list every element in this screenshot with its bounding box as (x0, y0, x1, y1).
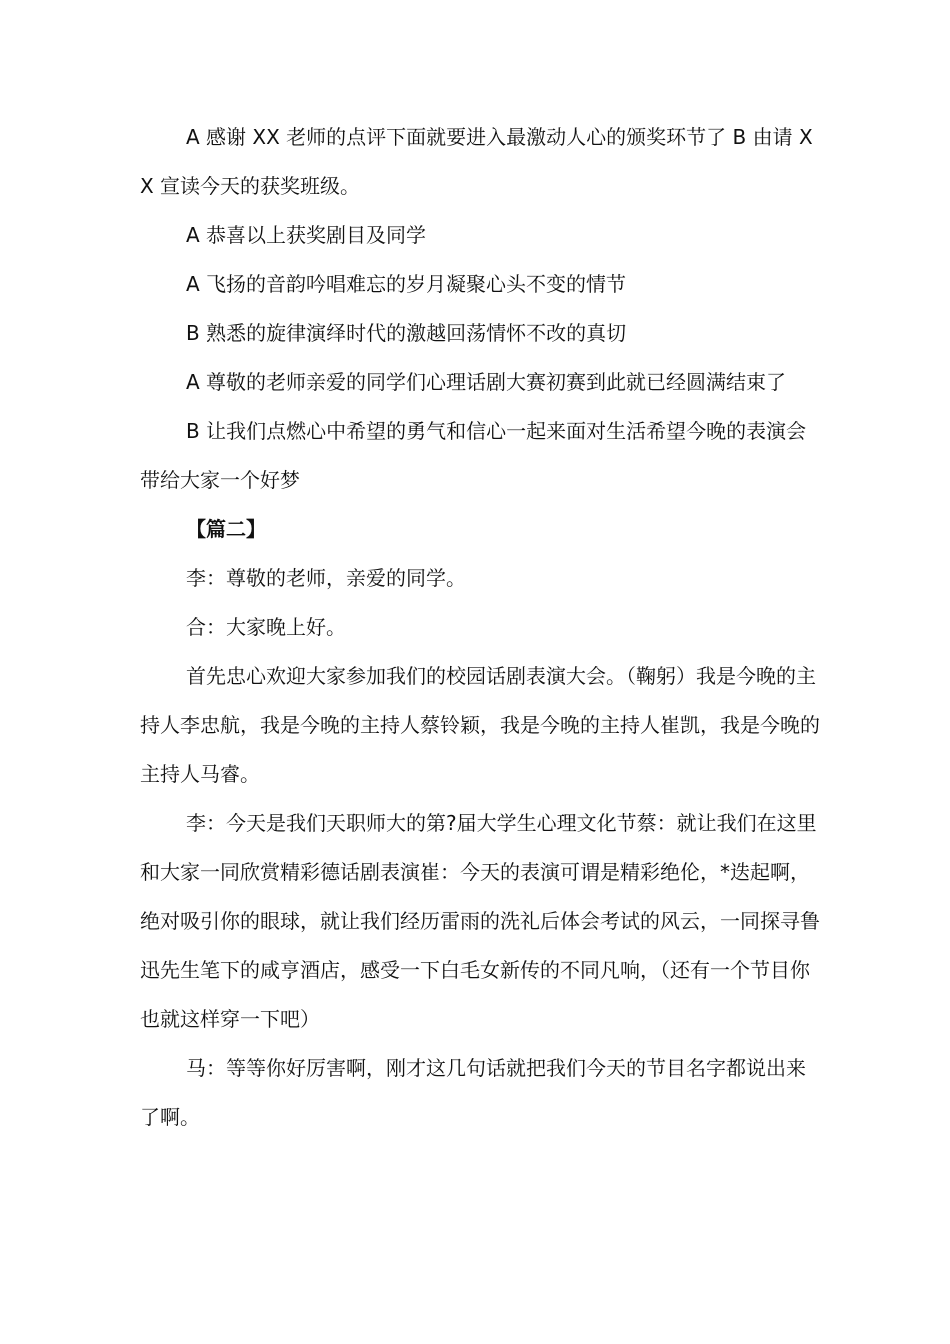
paragraph-closing-a: A 尊敬的老师亲爱的同学们心理话剧大赛初赛到此就已经圆满结束了 (186, 370, 787, 394)
paragraph-greeting-li: 李：尊敬的老师，亲爱的同学。 (186, 566, 466, 590)
paragraph-closing-b: B 让我们点燃心中希望的勇气和信心一起来面对生活希望今晚的表演会带给大家一个好梦 (140, 419, 807, 492)
paragraph-award-intro: A 感谢 XX 老师的点评下面就要进入最激动人心的颁奖环节了 B 由请 XX 宣读今天的获奖班级。 (140, 125, 813, 198)
paragraph-congratulations: A 恭喜以上获奖剧目及同学 (186, 223, 427, 247)
section-heading: 【篇二】 (186, 517, 266, 541)
document-body (140, 113, 820, 1142)
paragraph-ma-response: 马：等等你好厉害啊，刚才这几句话就把我们今天的节目名字都说出来了啊。 (140, 1056, 806, 1129)
paragraph-host-intro: 首先忠心欢迎大家参加我们的校园话剧表演大会。（鞠躬）我是今晚的主持人李忠航，我是今晚的主持人蔡铃颖，我是今晚的主持人崔凯，我是今晚的主持人马睿。 (140, 664, 820, 786)
paragraph-program-intro: 李：今天是我们天职师大的第?届大学生心理文化节蔡：就让我们在这里和大家一同欣赏精彩德话剧表演崔：今天的表演可谓是精彩绝伦，*迭起啊，绝对吸引你的眼球，就让我们经历雷雨的洗礼后体会考试的风云，一同探寻鲁迅先生笔下的咸亨酒店，感受一下白毛女新传的不同凡响，（还有一个节目你也就这样穿一下吧） (140, 811, 820, 1031)
paragraph-verse-b: B 熟悉的旋律演绎时代的激越回荡情怀不改的真切 (186, 321, 627, 345)
paragraph-verse-a: A 飞扬的音韵吟唱难忘的岁月凝聚心头不变的情节 (186, 272, 627, 296)
paragraph-greeting-all: 合：大家晚上好。 (186, 615, 346, 639)
